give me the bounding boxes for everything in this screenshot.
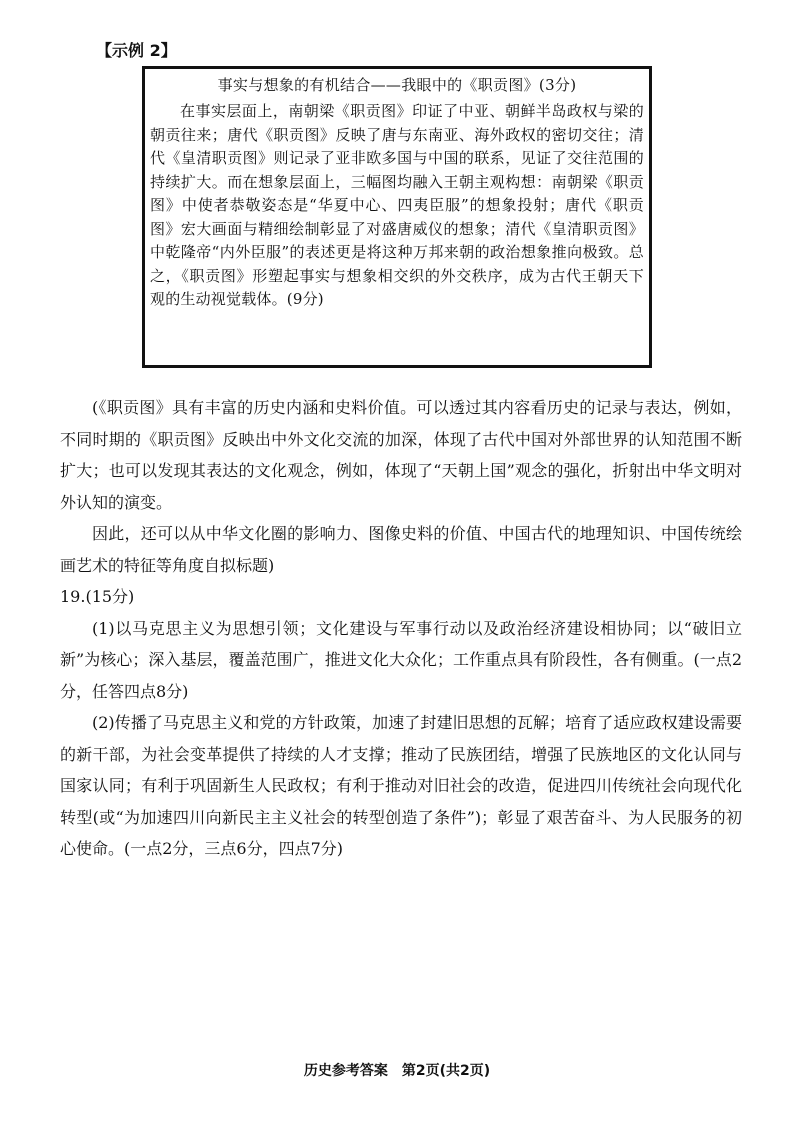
- commentary-paragraph: 因此，还可以从中华文化圈的影响力、图像史料的价值、中国古代的地理知识、中国传统绘画艺术的特征等角度自拟标题): [60, 524, 742, 575]
- question-19-answer-2: (2)传播了马克思主义和党的方针政策，加速了封建旧思想的瓦解；培育了适应政权建设需要的新干部，为社会变革提供了持续的人才支撑；推动了民族团结，增强了民族地区的文化认同与国家认同；有利于巩固新生人民政权；有利于推动对旧社会的改造，促进四川传统社会向现代化转型(或“为加速四川向新民主主义社会的转型创造了条件”)；彰显了艰苦奋斗、为人民服务的初心使命。(一点2分，三点6分，四点7分): [60, 713, 742, 858]
- page-footer: 历史参考答案 第2页(共2页): [303, 1063, 491, 1079]
- essay-title: 事实与想象的有机结合——我眼中的《职贡图》(3分): [217, 76, 577, 94]
- answer-content: [60, 392, 742, 865]
- example-label: 【示例 2】: [96, 41, 177, 60]
- essay-body: 在事实层面上，南朝梁《职贡图》印证了中亚、朝鲜半岛政权与梁的朝贡往来；唐代《职贡图》反映了唐与东南亚、海外政权的密切交往；清代《皇清职贡图》则记录了亚非欧多国与中国的联系，见证了交往范围的持续扩大。而在想象层面上，三幅图均融入王朝主观构想：南朝梁《职贡图》中使者恭敬姿态是“华夏中心、四夷臣服”的想象投射；唐代《职贡图》宏大画面与精细绘制彰显了对盛唐威仪的想象；清代《皇清职贡图》中乾隆帝“内外臣服”的表述更是将这种万邦来朝的政治想象推向极致。总之，《职贡图》形塑起事实与想象相交织的外交秩序，成为古代王朝天下观的生动视觉载体。(9分): [150, 102, 644, 308]
- question-19-heading: 19.(15分): [60, 587, 135, 606]
- commentary-paragraph: (《职贡图》具有丰富的历史内涵和史料价值。可以透过其内容看历史的记录与表达，例如，不同时期的《职贡图》反映出中外文化交流的加深，体现了古代中国对外部世界的认知范围不断扩大；也可以发现其表达的文化观念，例如，体现了“天朝上国”观念的强化，折射出中华文明对外认知的演变。: [60, 398, 742, 512]
- essay-box: [150, 74, 644, 312]
- question-19-answer-1: (1)以马克思主义为思想引领；文化建设与军事行动以及政治经济建设相协同；以“破旧立新”为核心；深入基层，覆盖范围广，推进文化大众化；工作重点具有阶段性，各有侧重。(一点2分，任答四点8分): [60, 618, 742, 701]
